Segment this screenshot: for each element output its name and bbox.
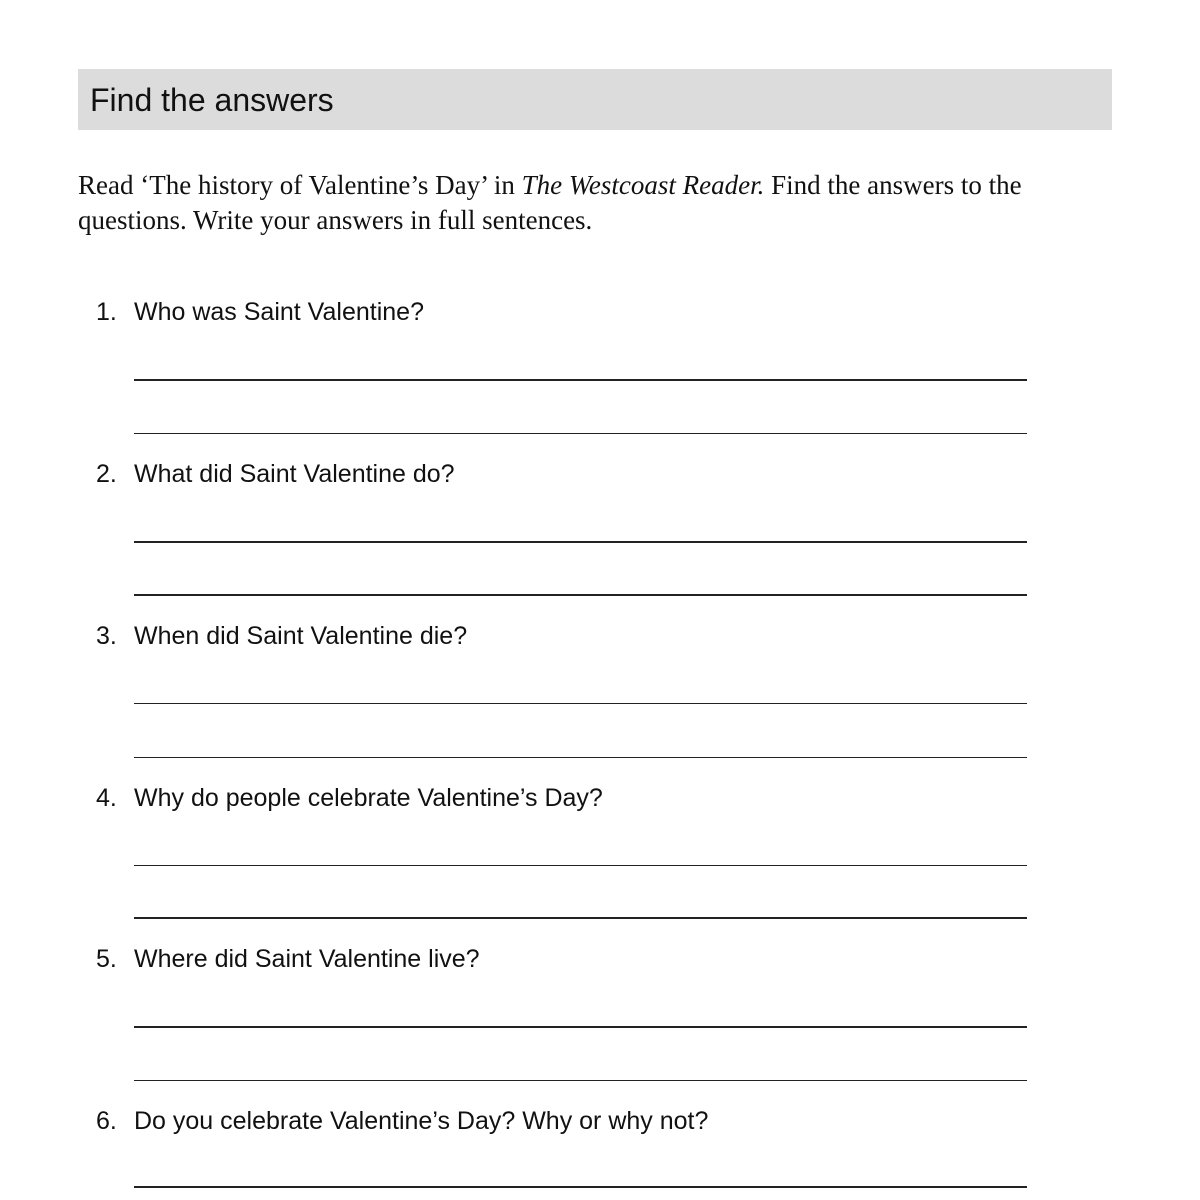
answer-line-1b[interactable] (134, 433, 1027, 434)
question-number: 3. (96, 622, 117, 650)
question-number: 1. (96, 298, 117, 326)
question-4 (96, 783, 603, 813)
source-publication-title: The Westcoast Reader. (521, 170, 765, 200)
question-2 (96, 459, 455, 489)
answer-line-3b[interactable] (134, 757, 1027, 758)
instructions-text-start: Read ‘The history of Valentine’s Day’ in (78, 170, 522, 200)
question-6 (96, 1106, 708, 1136)
answer-line-5a[interactable] (134, 1026, 1027, 1028)
question-number: 6. (96, 1107, 117, 1135)
question-text: What did Saint Valentine do? (134, 460, 455, 488)
question-text: Do you celebrate Valentine’s Day? Why or why not? (134, 1107, 709, 1135)
answer-line-3a[interactable] (134, 703, 1027, 704)
question-number: 4. (96, 784, 117, 812)
answer-line-4b[interactable] (134, 917, 1027, 919)
answer-line-4a[interactable] (134, 865, 1027, 866)
question-text: Where did Saint Valentine live? (134, 945, 480, 973)
answer-line-1a[interactable] (134, 379, 1027, 381)
question-5 (96, 944, 480, 974)
question-number: 2. (96, 460, 117, 488)
instructions-text-end: Find the answers to the questions. Write your answers in full sentences. (78, 170, 1022, 235)
question-3 (96, 621, 467, 651)
question-1 (96, 297, 424, 327)
section-header-bar (78, 69, 1112, 130)
instructions-paragraph (78, 168, 1108, 238)
answer-line-5b[interactable] (134, 1080, 1027, 1081)
answer-line-6a[interactable] (134, 1186, 1027, 1188)
answer-line-2b[interactable] (134, 594, 1027, 596)
question-text: When did Saint Valentine die? (134, 622, 468, 650)
answer-line-2a[interactable] (134, 541, 1027, 543)
question-number: 5. (96, 945, 117, 973)
section-title: Find the answers (90, 82, 334, 118)
question-text: Who was Saint Valentine? (134, 298, 424, 326)
question-text: Why do people celebrate Valentine’s Day? (134, 784, 603, 812)
